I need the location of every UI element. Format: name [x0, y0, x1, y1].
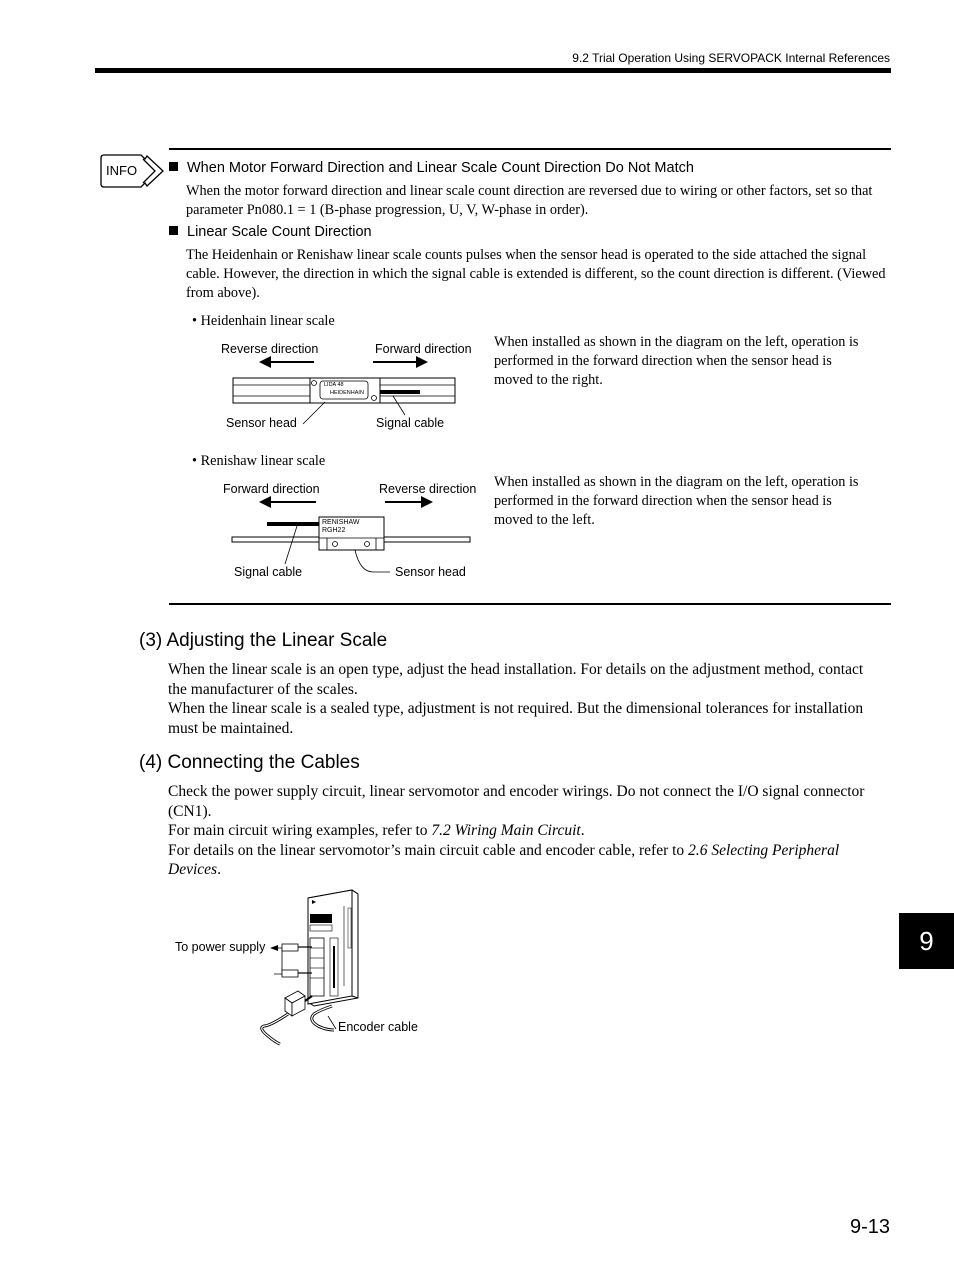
renishaw-reverse-label: Reverse direction	[379, 482, 477, 496]
info-icon	[99, 153, 165, 189]
info-top-rule	[169, 148, 891, 150]
heidenhain-signal-cable-label: Signal cable	[376, 416, 445, 430]
power-supply-label: To power supply	[175, 940, 266, 954]
link-wiring-main-circuit[interactable]: 7.2 Wiring Main Circuit	[431, 822, 581, 839]
header-rule	[95, 68, 891, 73]
square-bullet-icon	[169, 162, 178, 171]
info-heading-direction-mismatch: When Motor Forward Direction and Linear Scale Count Direction Do Not Match	[169, 160, 694, 176]
renishaw-model-line2: RGH22	[322, 527, 346, 534]
info-icon-label: INFO	[106, 163, 138, 178]
running-header: 9.2 Trial Operation Using SERVOPACK Internal References	[572, 51, 890, 65]
section-3-title: (3) Adjusting the Linear Scale	[139, 630, 388, 651]
link-selecting-peripheral-devices-cont[interactable]: Devices	[168, 861, 218, 878]
chapter-tab: 9	[899, 913, 954, 969]
heidenhain-model-line1: LIDA 48	[324, 382, 344, 388]
renishaw-forward-label: Forward direction	[223, 482, 320, 496]
section-4-title: (4) Connecting the Cables	[139, 752, 360, 773]
renishaw-description: When installed as shown in the diagram on the left, operation is performed in the forward direction when the sensor head is moved to the left.	[494, 474, 859, 528]
heidenhain-sensor-head-label: Sensor head	[226, 416, 297, 430]
heidenhain-reverse-label: Reverse direction	[221, 342, 319, 356]
info-text-direction-mismatch: When the motor forward direction and linear scale count direction are reversed due to wiring or other factors, set so that parameter Pn080.1 = 1 (B-phase progression, U, V, W-phase in order).	[186, 183, 873, 218]
renishaw-model-line1: RENISHAW	[322, 519, 360, 526]
link-selecting-peripheral-devices[interactable]: 2.6 Selecting Peripheral	[688, 841, 840, 859]
square-bullet-icon	[169, 226, 178, 235]
renishaw-sensor-head-label: Sensor head	[395, 565, 466, 579]
servopack-wiring-diagram	[170, 886, 430, 1046]
info-heading-count-direction: Linear Scale Count Direction	[169, 224, 372, 240]
heidenhain-description: When installed as shown in the diagram on the left, operation is performed in the forward direction when the sensor head is moved to the right.	[494, 334, 859, 388]
heidenhain-forward-label: Forward direction	[375, 342, 472, 356]
encoder-cable-label: Encoder cable	[338, 1020, 418, 1034]
page-number: 9-13	[849, 1216, 890, 1238]
info-bottom-rule	[169, 603, 891, 605]
section-4-body: Check the power supply circuit, linear servomotor and encoder wirings. Do not connect the I/O signal connector (CN1). For main circuit wiring examples, refer to 7.2 Wiring Main Circuit. For details on the linear servomotor’s main circuit cable and encoder cable, refer to 2.6 Selecting Peripheral Devices.	[168, 783, 865, 878]
heidenhain-bullet: • Heidenhain linear scale	[192, 313, 335, 329]
heidenhain-diagram	[215, 340, 485, 438]
renishaw-diagram	[215, 480, 485, 584]
info-text-count-direction: The Heidenhain or Renishaw linear scale counts pulses when the sensor head is operated to the side attached the signal cable. However, the direction in which the signal cable is extended is different, so the count direction is different. (Viewed from above).	[186, 247, 886, 301]
renishaw-bullet: • Renishaw linear scale	[192, 453, 326, 469]
heidenhain-model-line2: HEIDENHAIN	[330, 390, 364, 396]
section-3-body: When the linear scale is an open type, adjust the head installation. For details on the adjustment method, contact the manufacturer of the scales. When the linear scale is a sealed type, adjustment is not required. But the dimensional tolerances for installation must be maintained.	[168, 661, 864, 737]
renishaw-signal-cable-label: Signal cable	[234, 565, 303, 579]
